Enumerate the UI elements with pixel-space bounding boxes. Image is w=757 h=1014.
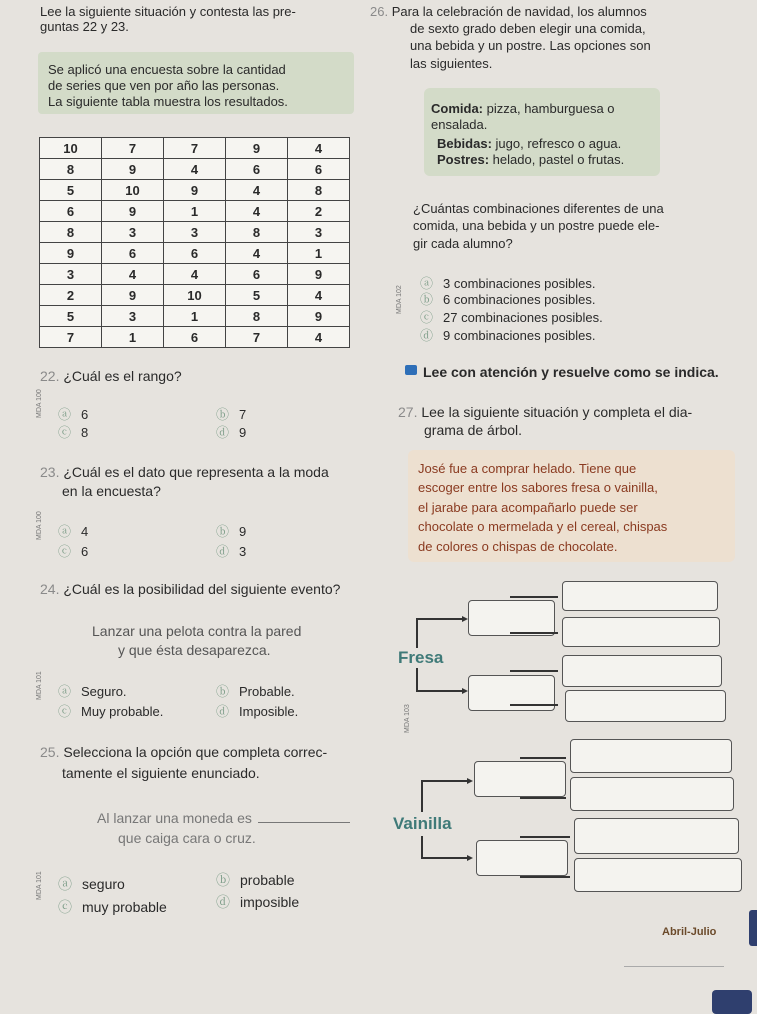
q26-option-c[interactable]: ⓒ 27 combinaciones posibles.	[420, 310, 603, 325]
table-row	[40, 222, 350, 243]
instruction-marker	[405, 365, 417, 375]
q26-option-a[interactable]: ⓐ 3 combinaciones posibles.	[420, 276, 596, 291]
q25-statement-line-2: que caiga cara o cruz.	[118, 830, 256, 846]
table-cell: 9	[164, 180, 226, 201]
branch-fresa: Fresa	[398, 648, 444, 667]
vainilla-arrow-bottom	[467, 855, 473, 861]
tree-box-l2-a[interactable]	[562, 581, 718, 611]
q25-option-d[interactable]: ⓓ imposible	[216, 894, 300, 910]
survey-line-1: Se aplicó una encuesta sobre la cantidad	[48, 62, 286, 77]
table-cell: 4	[288, 285, 350, 306]
table-cell: 7	[226, 327, 288, 348]
tree-box-l1-a[interactable]	[468, 600, 555, 636]
q26-option-d[interactable]: ⓓ 9 combinaciones posibles.	[420, 328, 596, 343]
q24-question: 24. ¿Cuál es la posibilidad del siguiente evento?	[40, 581, 341, 597]
q26-code: MDA 102	[396, 285, 403, 314]
vainilla-connector-up	[421, 780, 423, 812]
story-line-2: escoger entre los sabores fresa o vainilla,	[418, 480, 658, 495]
story-line-5: de colores o chispas de chocolate.	[418, 539, 618, 554]
tree-box-l2-c[interactable]	[562, 655, 722, 687]
table-cell: 8	[40, 159, 102, 180]
table-cell: 5	[40, 306, 102, 327]
table-row	[40, 180, 350, 201]
q24-code: MDA 101	[36, 671, 43, 700]
q27-question-line-2: grama de árbol.	[424, 422, 523, 438]
table-row	[40, 306, 350, 327]
fresa-line-top	[416, 618, 464, 620]
l2-line-f	[520, 797, 566, 799]
q26-intro-line-4: las siguientes.	[410, 56, 493, 71]
survey-line-2: de series que ven por año las personas.	[48, 78, 280, 93]
tree-box-l1-c[interactable]	[474, 761, 566, 797]
q23-option-c[interactable]: ⓒ 6	[58, 544, 89, 559]
q26-intro-line-1: 26. Para la celebración de navidad, los alumnos	[370, 4, 647, 19]
table-cell: 5	[226, 285, 288, 306]
l2-line-g	[520, 836, 570, 838]
table-cell: 2	[288, 201, 350, 222]
tree-box-l1-b[interactable]	[468, 675, 555, 711]
table-cell: 9	[288, 306, 350, 327]
table-cell: 3	[164, 222, 226, 243]
q22-option-d[interactable]: ⓓ 9	[216, 425, 247, 440]
table-row	[40, 327, 350, 348]
story-line-1: José fue a comprar helado. Tiene que	[418, 461, 637, 476]
table-cell: 10	[40, 138, 102, 159]
q22-question: 22. ¿Cuál es el rango?	[40, 368, 182, 384]
bebidas-line: Bebidas: jugo, refresco o agua.	[437, 136, 622, 151]
vainilla-line-bottom	[421, 857, 469, 859]
table-cell: 4	[226, 180, 288, 201]
intro-line-2: guntas 22 y 23.	[40, 19, 129, 34]
q26-question-line-3: gir cada alumno?	[413, 236, 513, 251]
table-cell: 4	[226, 201, 288, 222]
table-cell: 1	[164, 306, 226, 327]
table-cell: 9	[288, 264, 350, 285]
table-cell: 1	[164, 201, 226, 222]
q24-option-b[interactable]: ⓑ Probable.	[216, 684, 295, 699]
table-cell: 3	[288, 222, 350, 243]
table-row	[40, 243, 350, 264]
l2-line-d	[510, 704, 558, 706]
table-cell: 5	[40, 180, 102, 201]
tree-box-l2-f[interactable]	[570, 777, 734, 811]
q23-question-line-1: 23. ¿Cuál es el dato que representa a la moda	[40, 464, 329, 480]
q24-option-a[interactable]: ⓐ Seguro.	[58, 684, 127, 699]
table-cell: 9	[226, 138, 288, 159]
table-cell: 8	[226, 222, 288, 243]
q23-option-b[interactable]: ⓑ 9	[216, 524, 247, 539]
l2-line-h	[520, 876, 570, 878]
q23-question-line-2: en la encuesta?	[62, 483, 161, 499]
table-cell: 4	[164, 264, 226, 285]
q23-code: MDA 100	[36, 511, 43, 540]
q25-option-b[interactable]: ⓑ probable	[216, 872, 295, 888]
table-cell: 10	[164, 285, 226, 306]
l2-line-e	[520, 757, 566, 759]
tree-box-l2-e[interactable]	[570, 739, 732, 773]
q22-code: MDA 100	[36, 389, 43, 418]
table-row	[40, 285, 350, 306]
postres-line: Postres: helado, pastel o frutas.	[437, 152, 625, 167]
table-cell: 4	[102, 264, 164, 285]
q23-option-d[interactable]: ⓓ 3	[216, 544, 247, 559]
q22-option-b[interactable]: ⓑ 7	[216, 407, 247, 422]
vainilla-connector-down	[421, 836, 423, 858]
table-cell: 7	[102, 138, 164, 159]
l2-line-c	[510, 670, 558, 672]
vainilla-line-top	[421, 780, 469, 782]
table-cell: 6	[288, 159, 350, 180]
tree-box-l2-b[interactable]	[562, 617, 720, 647]
table-cell: 8	[40, 222, 102, 243]
q24-option-c[interactable]: ⓒ Muy probable.	[58, 704, 164, 719]
fresa-connector-up	[416, 618, 418, 648]
table-cell: 6	[226, 264, 288, 285]
table-cell: 8	[226, 306, 288, 327]
table-row	[40, 201, 350, 222]
table-cell: 4	[288, 327, 350, 348]
table-cell: 1	[102, 327, 164, 348]
table-cell: 3	[102, 306, 164, 327]
story-line-4: chocolate o mermelada y el cereal, chispas	[418, 519, 668, 534]
q22-option-a[interactable]: ⓐ 6	[58, 407, 89, 422]
q22-option-c[interactable]: ⓒ 8	[58, 425, 89, 440]
table-cell: 9	[102, 285, 164, 306]
q24-option-d[interactable]: ⓓ Imposible.	[216, 704, 299, 719]
q26-option-b[interactable]: ⓑ 6 combinaciones posibles.	[420, 292, 596, 307]
corner-tab	[712, 990, 752, 1014]
page-tab	[749, 910, 757, 946]
q26-intro-line-2: de sexto grado deben elegir una comida,	[410, 21, 646, 36]
q25-blank[interactable]	[258, 822, 350, 823]
table-cell: 1	[288, 243, 350, 264]
q27-question-line-1: 27. Lee la siguiente situación y completa el dia-	[398, 404, 693, 420]
q26-intro-line-3: una bebida y un postre. Las opciones son	[410, 38, 651, 53]
q25-statement-line-1: Al lanzar una moneda es	[97, 810, 252, 826]
tree-box-l1-d[interactable]	[476, 840, 568, 876]
table-cell: 6	[40, 201, 102, 222]
l2-line-a	[510, 596, 558, 598]
table-cell: 4	[288, 138, 350, 159]
table-cell: 6	[226, 159, 288, 180]
q26-question-line-1: ¿Cuántas combinaciones diferentes de una	[413, 201, 664, 216]
table-cell: 2	[40, 285, 102, 306]
tree-box-l2-g[interactable]	[574, 818, 739, 854]
l2-line-b	[510, 632, 558, 634]
q26-question-line-2: comida, una bebida y un postre puede ele-	[413, 218, 660, 233]
q25-option-c[interactable]: ⓒ muy probable	[58, 899, 167, 915]
fresa-line-bottom	[416, 690, 464, 692]
tree-box-l2-d[interactable]	[565, 690, 726, 722]
table-cell: 3	[102, 222, 164, 243]
q25-question-line-2: tamente el siguiente enunciado.	[62, 765, 260, 781]
q25-question-line-1: 25. Selecciona la opción que completa correc-	[40, 744, 328, 760]
table-cell: 6	[164, 243, 226, 264]
vainilla-arrow-top	[467, 778, 473, 784]
comida-line-2: ensalada.	[431, 117, 488, 132]
footer-divider	[624, 966, 724, 967]
table-cell: 10	[102, 180, 164, 201]
q27-code: MDA 103	[404, 704, 411, 733]
table-cell: 4	[226, 243, 288, 264]
comida-line: Comida: pizza, hamburguesa o	[431, 101, 615, 116]
table-cell: 4	[164, 159, 226, 180]
fresa-connector-down	[416, 668, 418, 690]
q25-option-a[interactable]: ⓐ seguro	[58, 876, 125, 892]
instruction-heading: Lee con atención y resuelve como se indica.	[423, 364, 719, 380]
table-row	[40, 138, 350, 159]
table-cell: 8	[288, 180, 350, 201]
q25-code: MDA 101	[36, 871, 43, 900]
footer-label: Abril-Julio	[662, 926, 717, 938]
survey-table	[39, 137, 350, 348]
intro-line-1: Lee la siguiente situación y contesta las pre-	[40, 4, 296, 19]
q24-event-line-1: Lanzar una pelota contra la pared	[92, 623, 302, 639]
survey-line-3: La siguiente tabla muestra los resultados.	[48, 94, 288, 109]
story-line-3: el jarabe para acompañarlo puede ser	[418, 500, 638, 515]
tree-box-l2-h[interactable]	[574, 858, 742, 892]
q24-event-line-2: y que ésta desaparezca.	[118, 642, 271, 658]
table-row	[40, 264, 350, 285]
table-cell: 3	[40, 264, 102, 285]
table-cell: 7	[164, 138, 226, 159]
table-cell: 9	[102, 159, 164, 180]
table-cell: 9	[102, 201, 164, 222]
branch-vainilla: Vainilla	[393, 814, 452, 833]
table-cell: 9	[40, 243, 102, 264]
table-cell: 6	[102, 243, 164, 264]
table-row	[40, 159, 350, 180]
table-cell: 7	[40, 327, 102, 348]
table-cell: 6	[164, 327, 226, 348]
q23-option-a[interactable]: ⓐ 4	[58, 524, 89, 539]
